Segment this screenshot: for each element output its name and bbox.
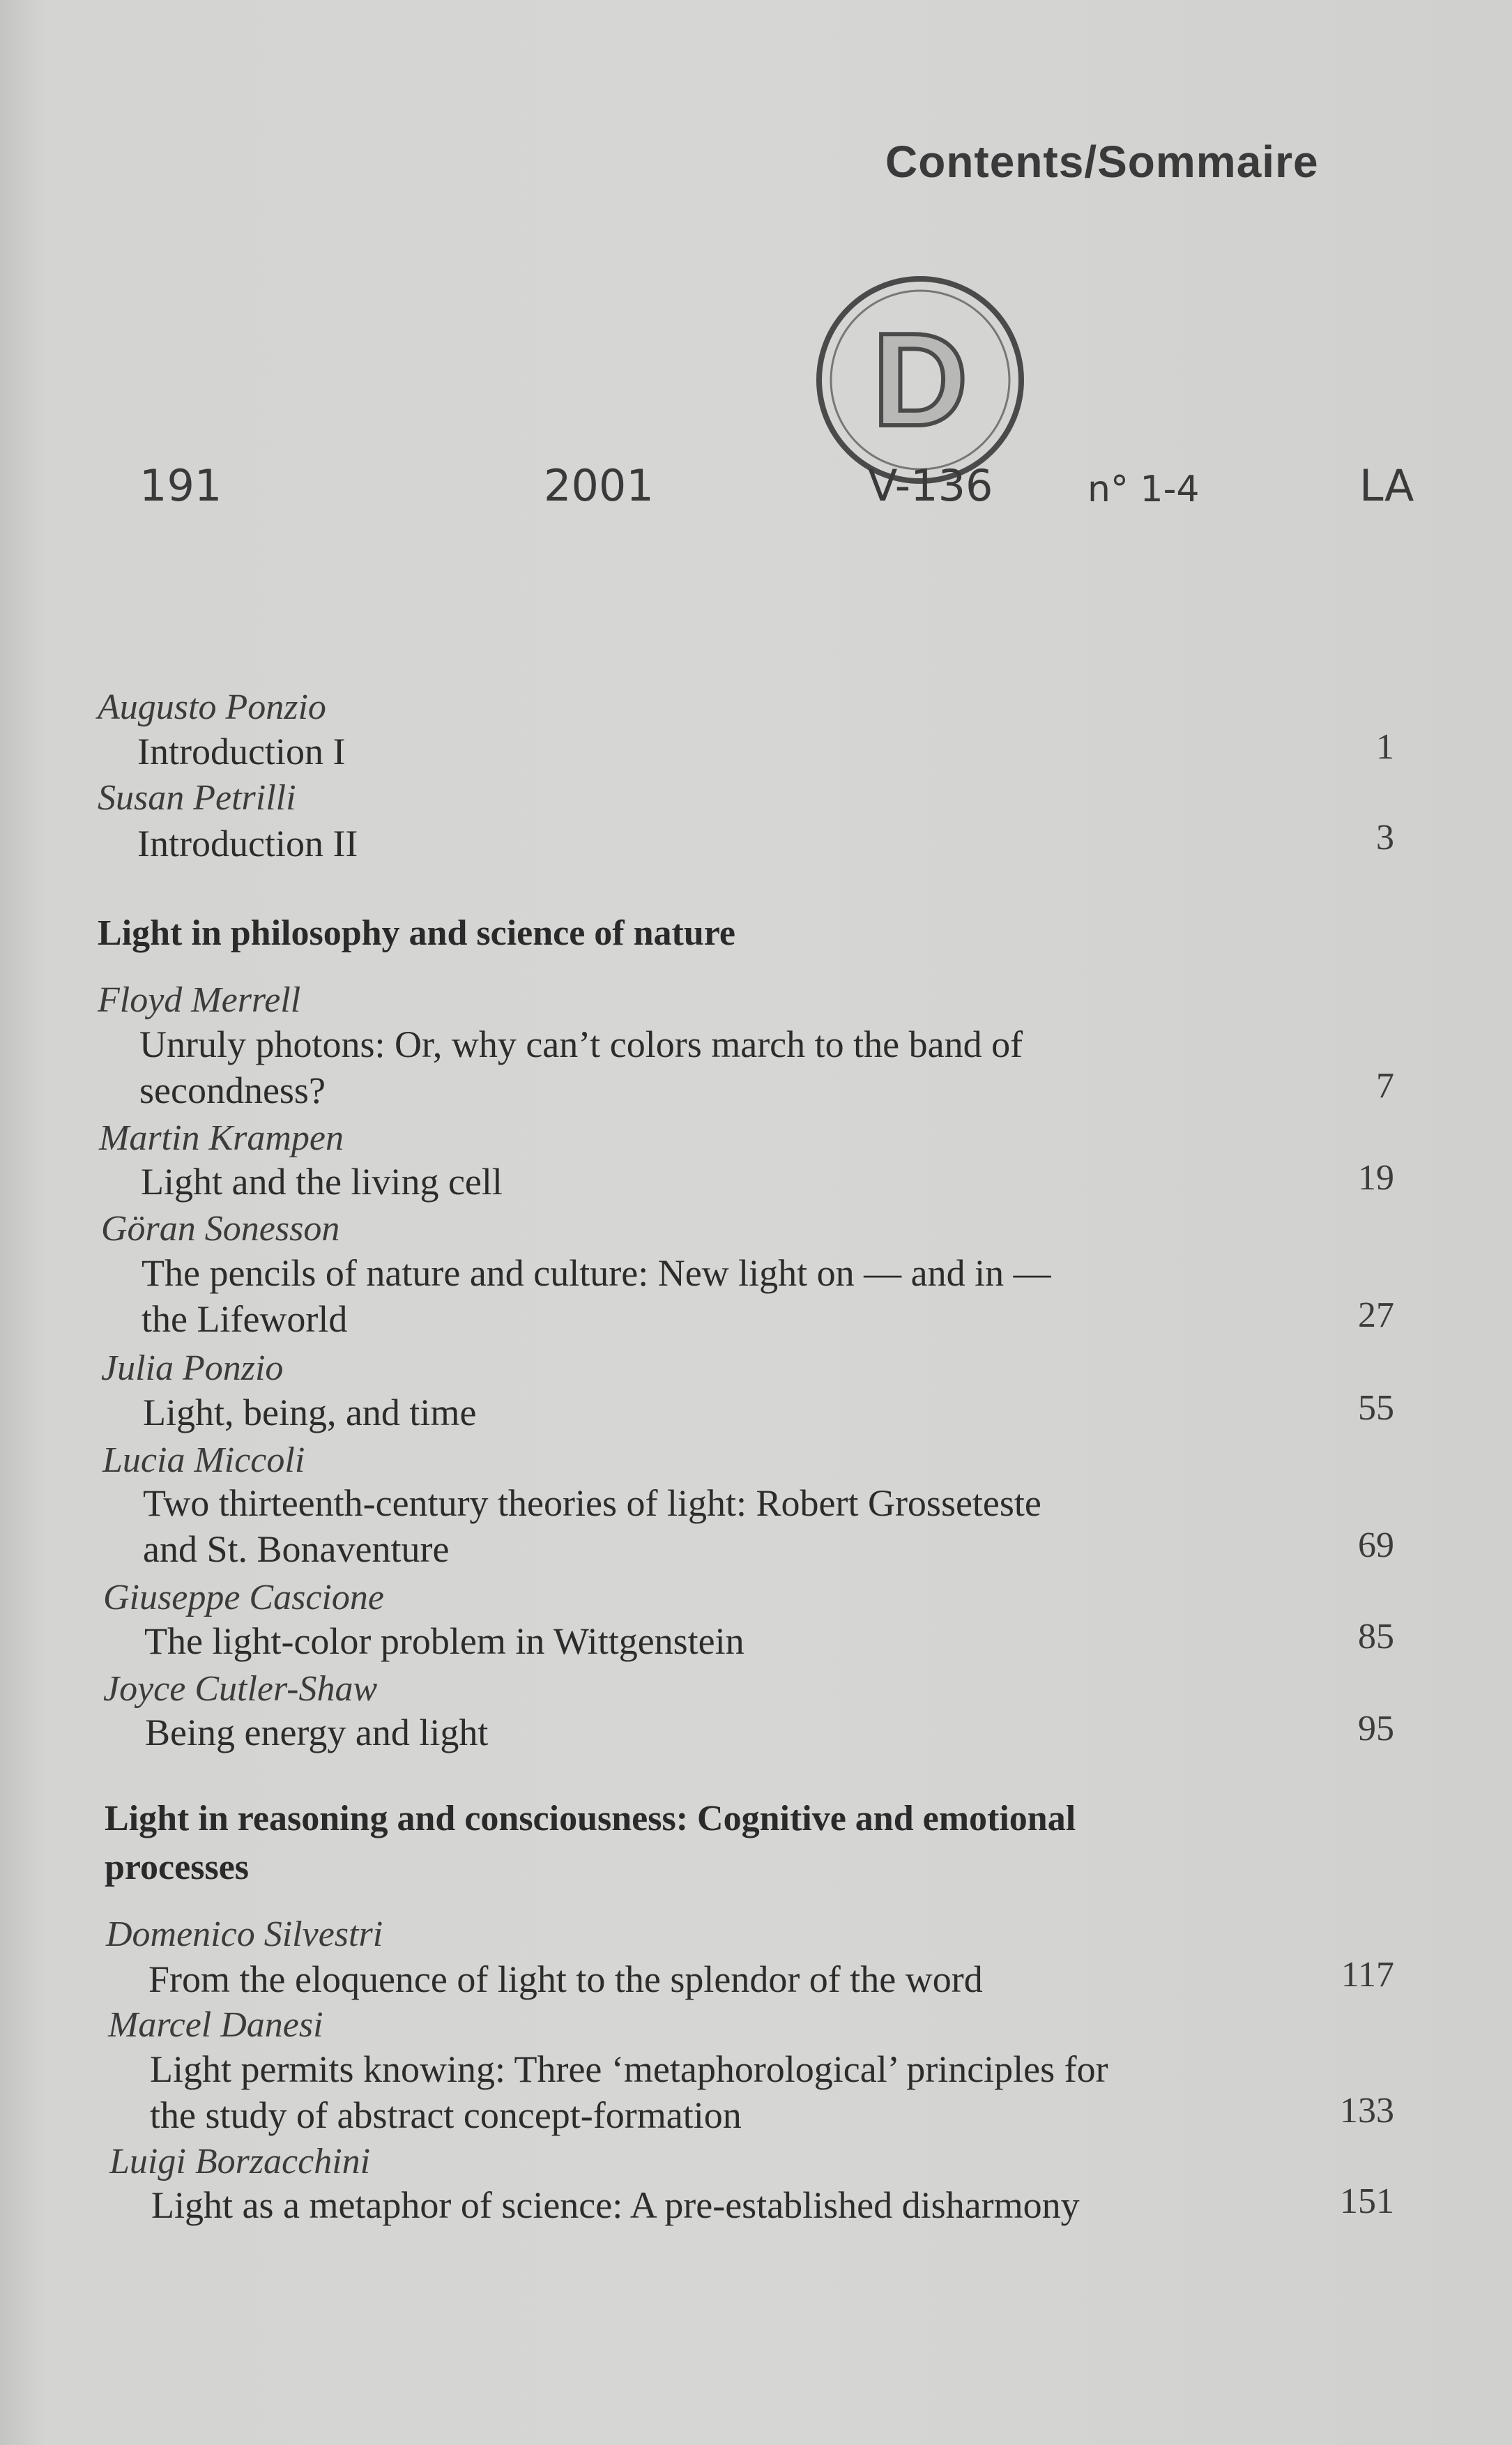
section-heading: Light in reasoning and consciousness: Cognitive and emotional [105, 1799, 1076, 1838]
toc-page-number: 117 [1341, 1955, 1394, 1995]
handwritten-note-stamp-label: V-136 [868, 460, 993, 511]
toc-author: Giuseppe Cascione [103, 1578, 384, 1617]
toc-author: Lucia Miccoli [102, 1440, 305, 1480]
toc-page-number: 95 [1358, 1709, 1394, 1749]
toc-title: Introduction I [137, 731, 346, 772]
toc-title: the Lifeworld [142, 1298, 348, 1340]
toc-title: and St. Bonaventure [143, 1528, 450, 1570]
toc-page-number: 19 [1358, 1158, 1394, 1198]
toc-page-number: 133 [1340, 2091, 1394, 2131]
toc-author: Joyce Cutler-Shaw [103, 1669, 378, 1709]
handwritten-note-3: n° 1-4 [1087, 469, 1200, 510]
toc-title: From the eloquence of light to the splendor of the word [148, 1958, 983, 2000]
section-heading: Light in philosophy and science of nature [98, 913, 736, 953]
handwritten-note-4: LA [1359, 460, 1414, 511]
toc-author: Julia Ponzio [101, 1348, 284, 1388]
toc-page-number: 151 [1340, 2181, 1394, 2221]
library-stamp [809, 275, 1028, 492]
toc-title: Light, being, and time [143, 1392, 477, 1433]
toc-page-number: 27 [1358, 1295, 1394, 1335]
toc-page-number: 7 [1376, 1066, 1394, 1106]
toc-title: Unruly photons: Or, why can’t colors march to the band of [139, 1023, 1023, 1065]
toc-title: Light permits knowing: Three ‘metaphorological’ principles for [150, 2048, 1108, 2090]
toc-page-number: 69 [1358, 1525, 1394, 1565]
toc-title: Being energy and light [145, 1712, 489, 1753]
toc-author: Luigi Borzacchini [109, 2142, 371, 2181]
toc-title: the study of abstract concept-formation [150, 2094, 742, 2136]
toc-author: Augusto Ponzio [98, 687, 326, 727]
toc-title: Introduction II [137, 823, 358, 864]
toc-author: Domenico Silvestri [106, 1914, 383, 1954]
handwritten-note-1: 191 [139, 460, 222, 511]
toc-title: The light-color problem in Wittgenstein [144, 1620, 744, 1662]
section-heading: processes [105, 1848, 250, 1887]
stamp-letter: D [872, 306, 968, 454]
toc-title: Two thirteenth-century theories of light: Robert Grosseteste [143, 1482, 1041, 1524]
toc-title: The pencils of nature and culture: New light on — and in — [142, 1252, 1051, 1294]
toc-page-number: 3 [1376, 818, 1394, 858]
toc-page-number: 85 [1358, 1617, 1394, 1656]
toc-title: Light and the living cell [141, 1161, 503, 1203]
toc-author: Martin Krampen [99, 1118, 344, 1158]
toc-page-number: 55 [1358, 1388, 1394, 1428]
toc-author: Göran Sonesson [101, 1209, 340, 1249]
toc-title: Light as a metaphor of science: A pre-established disharmony [151, 2184, 1080, 2226]
toc-page-number: 1 [1376, 727, 1394, 767]
toc-author: Susan Petrilli [98, 778, 296, 818]
page-title: Contents/Sommaire [885, 137, 1319, 187]
toc-author: Floyd Merrell [98, 980, 301, 1020]
toc-title: secondness? [139, 1069, 326, 1111]
handwritten-note-2: 2001 [544, 460, 654, 511]
toc-author: Marcel Danesi [108, 2005, 323, 2045]
